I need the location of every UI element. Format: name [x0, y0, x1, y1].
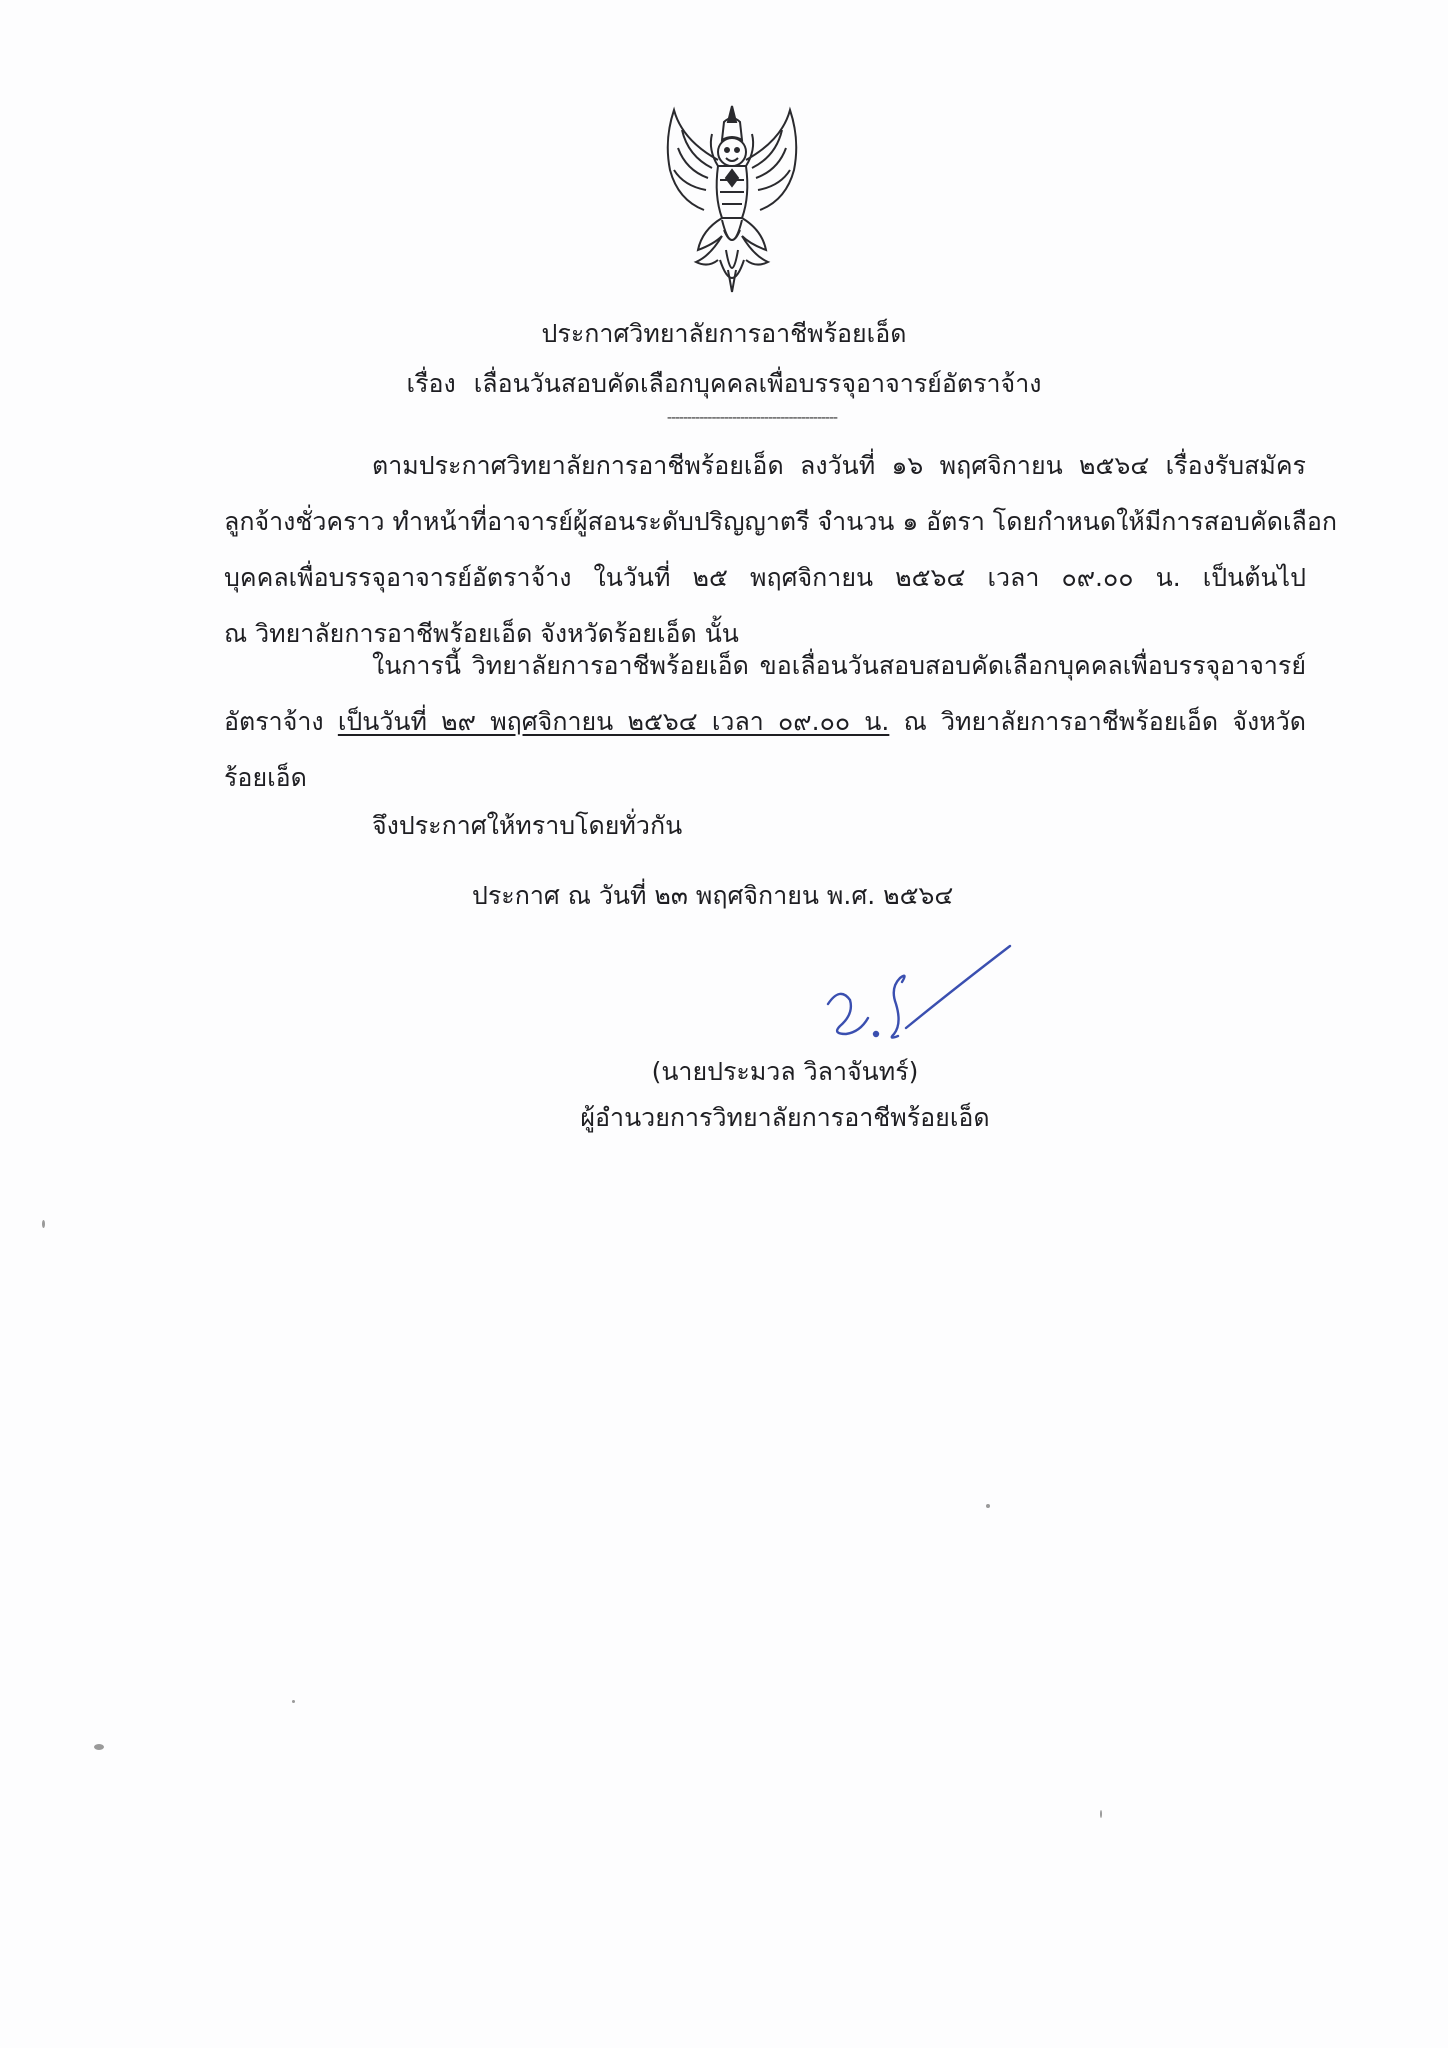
paragraph1-line4: ณ วิทยาลัยการอาชีพร้อยเอ็ด จังหวัดร้อยเอ็ด นั้น	[224, 619, 739, 648]
paragraph2-line2-before: อัตราจ้าง	[224, 707, 324, 736]
signer-name: (นายประมวล วิลาจันทร์)	[651, 1057, 919, 1086]
paragraph2-line1: ในการนี้ วิทยาลัยการอาชีพร้อยเอ็ด ขอเลื่อนวันสอบสอบคัดเลือกบุคคลเพื่อบรรจุอาจารย์	[372, 651, 1306, 680]
scan-speck	[292, 1700, 295, 1703]
announcement-date: ประกาศ ณ วันที่ ๒๓ พฤศจิกายน พ.ศ. ๒๕๖๔	[472, 881, 954, 910]
scan-speck	[986, 1504, 990, 1508]
paragraph1-line2: ลูกจ้างชั่วคราว ทำหน้าที่อาจารย์ผู้สอนระดับปริญญาตรี จำนวน ๑ อัตรา โดยกำหนดให้มีการสอบคัดเลือก	[224, 507, 1337, 536]
signer-title: ผู้อำนวยการวิทยาลัยการอาชีพร้อยเอ็ด	[580, 1103, 990, 1132]
paragraph1-line3: บุคคลเพื่อบรรจุอาจารย์อัตราจ้าง ในวันที่ ๒๕ พฤศจิกายน ๒๕๖๔ เวลา ๐๙.๐๐ น. เป็นต้นไป	[224, 563, 1306, 592]
new-exam-date: เป็นวันที่ ๒๙ พฤศจิกายน ๒๕๖๔ เวลา ๐๙.๐๐ น.	[337, 707, 890, 736]
closing-statement: จึงประกาศให้ทราบโดยทั่วกัน	[372, 811, 683, 840]
handwritten-signature-icon	[810, 942, 1030, 1052]
garuda-emblem-icon	[652, 100, 812, 300]
paragraph2-line2	[224, 704, 1306, 740]
subject-text: เลื่อนวันสอบคัดเลือกบุคคลเพื่อบรรจุอาจารย์อัตราจ้าง	[473, 369, 1042, 398]
dashed-divider: ------------------------------------------	[666, 410, 838, 426]
paragraph2-line3: ร้อยเอ็ด	[224, 763, 307, 792]
paragraph1-line1: ตามประกาศวิทยาลัยการอาชีพร้อยเอ็ด ลงวันที่ ๑๖ พฤศจิกายน ๒๕๖๔ เรื่องรับสมัคร	[372, 451, 1306, 480]
announcement-subject	[0, 366, 1448, 402]
scan-speck	[1100, 1810, 1102, 1818]
subject-label: เรื่อง	[406, 369, 456, 398]
scan-speck	[42, 1220, 45, 1228]
paragraph2-line2-after: ณ วิทยาลัยการอาชีพร้อยเอ็ด จังหวัด	[903, 707, 1306, 736]
announcement-title: ประกาศวิทยาลัยการอาชีพร้อยเอ็ด	[541, 319, 907, 348]
scan-speck	[94, 1744, 104, 1750]
